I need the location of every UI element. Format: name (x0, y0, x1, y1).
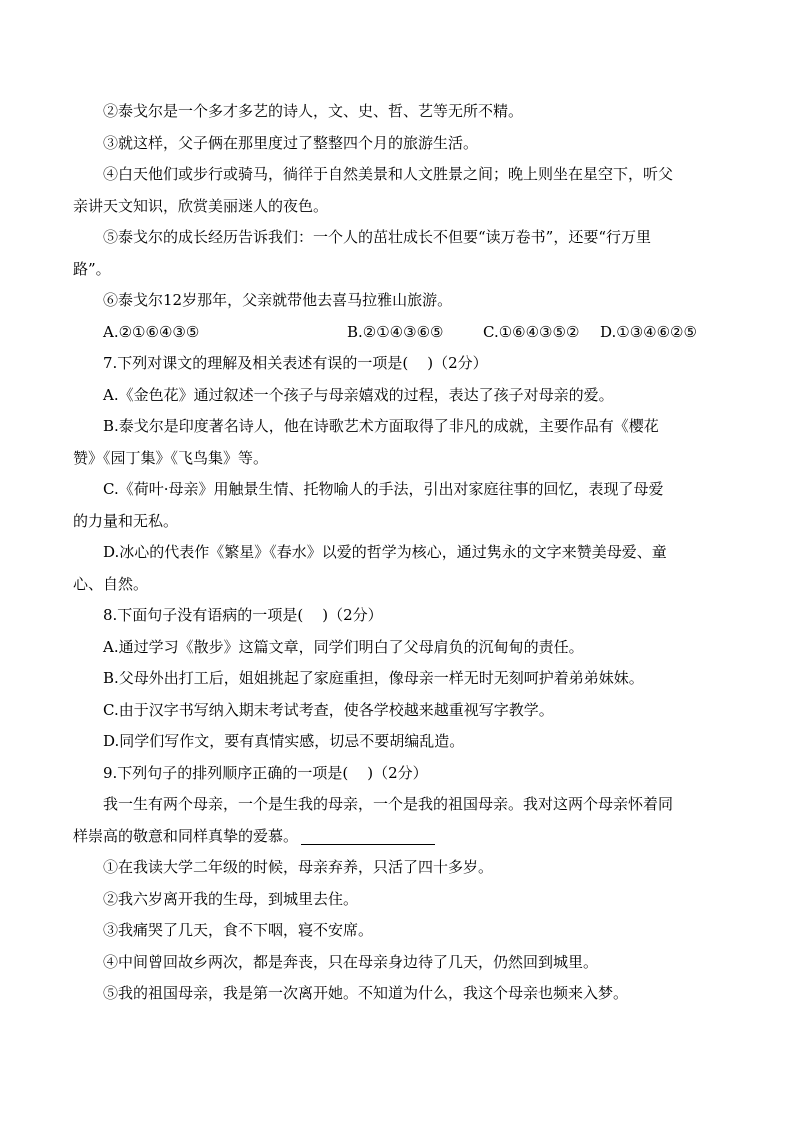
q6-option-b: B.②①④③⑥⑤ (347, 322, 444, 341)
q6-sentence-3: ③就这样，父子俩在那里度过了整整四个月的旅游生活。 (103, 133, 479, 152)
q6-sentence-4-line-1: ④白天他们或步行或骑马，徜徉于自然美景和人文胜景之间；晚上则坐在星空下，听父 (103, 165, 674, 183)
q6-sentence-5-line-1: ⑤泰戈尔的成长经历告诉我们：一个人的茁壮成长不但要“读万卷书”，还要“行万里 (103, 228, 652, 246)
q7-option-b-line-2: 赞》《园丁集》《飞鸟集》等。 (73, 448, 269, 467)
q9-sentence-2: ②我六岁离开我的生母，到城里去住。 (103, 889, 359, 908)
q6-sentence-2: ②泰戈尔是一个多才多艺的诗人，文、史、哲、艺等无所不精。 (103, 102, 524, 120)
q7-option-c-line-1: C.《荷叶·母亲》用触景生情、托物喻人的手法，引出对家庭往事的回忆，表现了母爱 (103, 480, 664, 498)
q6-option-c: C.①⑥④③⑤② (483, 322, 580, 341)
q6-options (103, 317, 715, 349)
q8-option-c: C.由于汉字书写纳入期末考试考查，使各学校越来越重视写字教学。 (103, 700, 554, 719)
q7-option-d-line-1: D.冰心的代表作《繁星》《春水》以爱的哲学为核心，通过隽永的文字来赞美母爱、童 (103, 543, 667, 561)
q6-sentence-4-line-2: 亲讲天文知识，欣赏美丽迷人的夜色。 (73, 196, 329, 215)
q9-sentence-3: ③我痛哭了几天，食不下咽，寝不安席。 (103, 921, 374, 939)
q9-sentence-4: ④中间曾回故乡两次，都是奔丧，只在母亲身边待了几天，仍然回到城里。 (103, 952, 599, 971)
q6-option-d: D.①③④⑥②⑤ (600, 322, 697, 341)
q9-intro-line-2 (73, 821, 715, 853)
q8-option-d: D.同学们写作文，要有真情实感，切忌不要胡编乱造。 (103, 732, 465, 750)
q9-stem: 9.下列句子的排列顺序正确的一项是( )（2分） (103, 763, 428, 782)
q6-sentence-6: ⑥泰戈尔12岁那年，父亲就带他去喜马拉雅山旅游。 (103, 291, 453, 309)
q9-sentence-1: ①在我读大学二年级的时候，母亲弃养，只活了四十多岁。 (103, 858, 494, 876)
q9-sentence-5: ⑤我的祖国母亲，我是第一次离开她。不知道为什么，我这个母亲也频来入梦。 (103, 984, 629, 1002)
q8-option-a: A.通过学习《散步》这篇文章，同学们明白了父母肩负的沉甸甸的责任。 (103, 637, 584, 656)
q7-stem: 7.下列对课文的理解及相关表述有误的一项是( )（2分） (103, 354, 488, 372)
q7-option-b-line-1: B.泰戈尔是印度著名诗人，他在诗歌艺术方面取得了非凡的成就，主要作品有《樱花 (103, 417, 659, 435)
q7-option-d-line-2: 心、自然。 (73, 574, 149, 593)
q6-option-a: A.②①⑥④③⑤ (103, 322, 200, 341)
q9-intro-line-1: 我一生有两个母亲，一个是生我的母亲，一个是我的祖国母亲。我对这两个母亲怀着同 (103, 795, 674, 813)
q8-option-b: B.父母外出打工后，姐姐挑起了家庭重担，像母亲一样无时无刻呵护着弟弟妹妹。 (103, 669, 644, 687)
q7-option-c-line-2: 的力量和无私。 (73, 511, 179, 530)
q8-stem: 8.下面句子没有语病的一项是( )（2分） (103, 606, 383, 624)
answer-blank[interactable] (301, 827, 435, 845)
q6-sentence-5-line-2: 路”。 (73, 259, 111, 278)
exam-content (73, 96, 715, 1010)
q9-intro-text: 样崇高的敬意和同样真挚的爱慕。 (73, 826, 299, 845)
q7-option-a: A.《金色花》通过叙述一个孩子与母亲嬉戏的过程，表达了孩子对母亲的爱。 (103, 385, 614, 404)
